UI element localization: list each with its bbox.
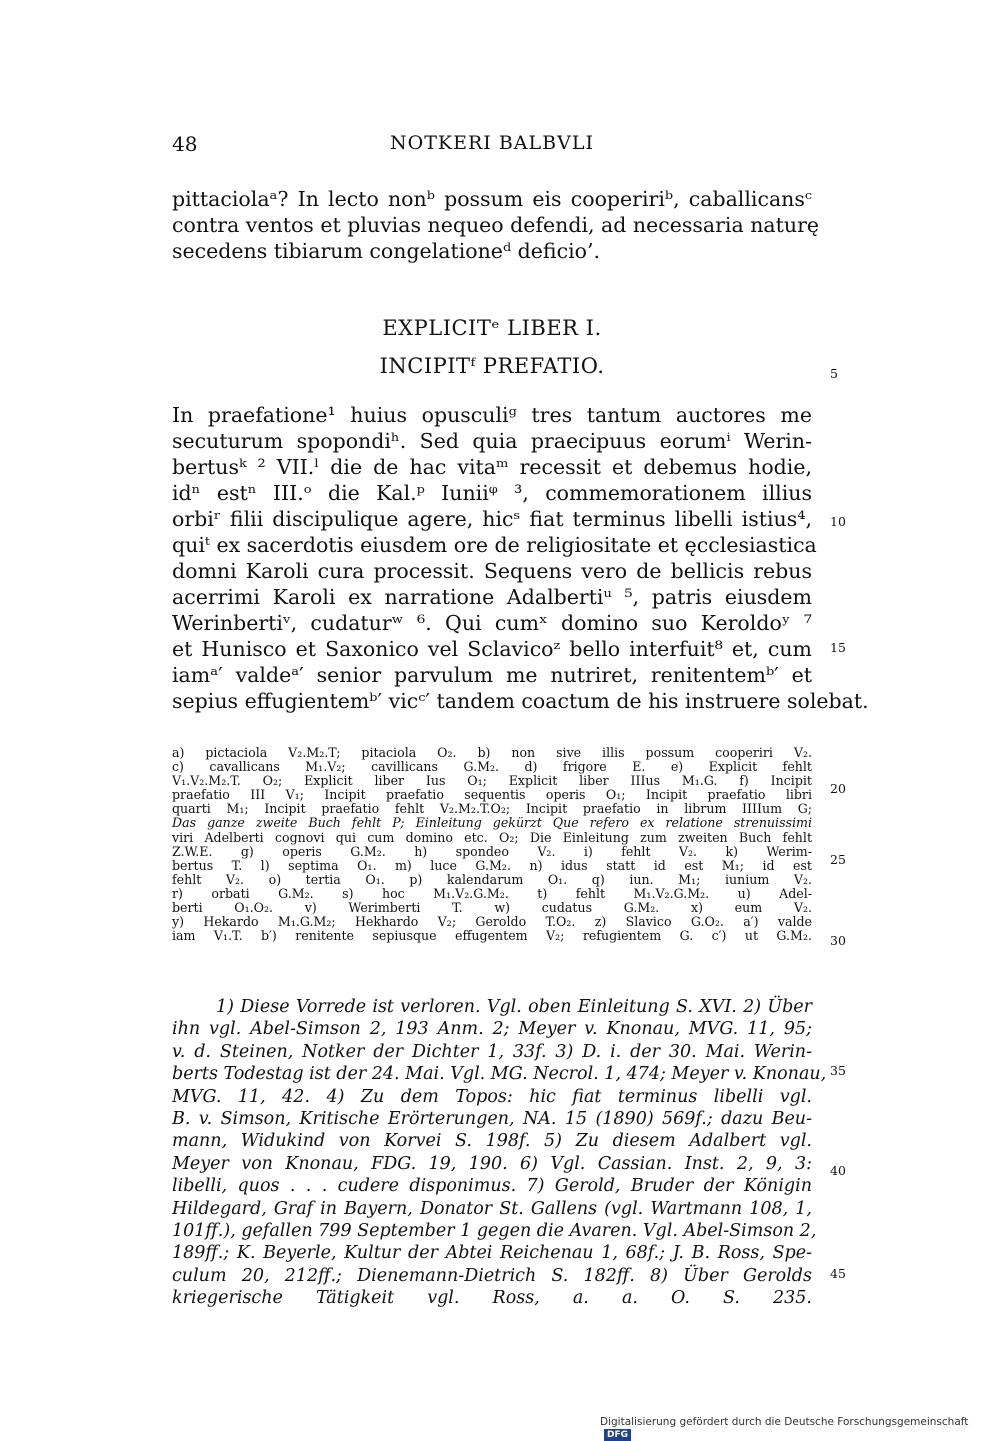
line-number: 45 — [830, 1266, 846, 1281]
heading-incipit: INCIPITᶠ PREFATIO. — [379, 354, 605, 378]
apparatus-line: Z.W.E. g) operis G.M₂. h) spondeo V₂. i) fehlt V₂. k) Werim- — [172, 843, 812, 859]
heading-explicit: EXPLICITᵉ LIBER I. — [382, 316, 602, 340]
line-number: 10 — [830, 514, 846, 529]
apparatus-line: V₁.V₂.M₂.T. O₂; Explicit liber Ius O₁; Explicit liber IIIus M₁.G. f) Incipit — [172, 773, 812, 789]
footnote-line: culum 20, 212ff.; Dienemann-Dietrich S. 182ff. 8) Über Gerolds — [172, 1265, 812, 1286]
footnote-line: v. d. Steinen, Notker der Dichter 1, 33f. 3) D. i. der 30. Mai. Werin- — [172, 1041, 812, 1062]
text-line: iamᵃ′ valdeᵃ′ senior parvulum me nutriret, renitentemᵇ′ et — [172, 663, 812, 687]
text-line: secedens tibiarum congelationeᵈ deficio’. — [172, 239, 600, 263]
credit-text: Digitalisierung gefördert durch die Deutsche Forschungsgemeinschaft — [600, 1416, 969, 1428]
critical-apparatus — [172, 746, 812, 943]
footnote-line: ihn vgl. Abel-Simson 2, 193 Anm. 2; Meyer v. Knonau, MVG. 11, 95; — [172, 1019, 812, 1040]
apparatus-line: bertus T. l) septima O₁. m) luce G.M₂. n) idus statt id est M₁; id est — [172, 857, 812, 873]
text-line: et Hunisco et Saxonico vel Sclavicoᶻ bello interfuit⁸ et, cum — [172, 637, 812, 661]
text-line: sepius effugientemᵇ′ vicᶜ′ tandem coactum de his instruere solebat. — [172, 689, 869, 713]
digitization-credit — [600, 1416, 1000, 1441]
text-line: quiᵗ ex sacerdotis eiusdem ore de religiositate et ęcclesiastica — [172, 533, 817, 557]
footnote-line: 1) Diese Vorrede ist verloren. Vgl. oben Einleitung S. XVI. 2) Über — [216, 997, 812, 1017]
text-line: Werinbertiᵛ, cudaturʷ ⁶. Qui cumˣ domino suo Keroldoʸ ⁷ — [172, 611, 812, 635]
apparatus-line: berti O₁.O₂. v) Werimberti T. w) cudatus G.M₂. x) eum V₂. — [172, 900, 812, 916]
text-line: orbiʳ filii discipulique agere, hicˢ fiat terminus libelli istius⁴, — [172, 507, 812, 531]
footnote-line: Hildegard, Graf in Bayern, Donator St. Gallens (vgl. Wartmann 108, 1, — [172, 1198, 812, 1219]
apparatus-line: viri Adelberti cognovi qui cum domino etc. O₂; Die Einleitung zum zweiten Buch fehlt — [172, 829, 812, 845]
running-title: NOTKERI BALBVLI — [390, 132, 594, 154]
footnote-line: libelli, quos . . . cudere disponimus. 7) Gerold, Bruder der Königin — [172, 1176, 812, 1197]
footnote-line: MVG. 11, 42. 4) Zu dem Topos: hic fiat terminus libelli vgl. — [172, 1086, 812, 1107]
apparatus-line: quarti M₁; Incipit praefatio fehlt V₂.M₂.T.O₂; Incipit praefatio in librum IIIIum G; — [172, 801, 812, 817]
text-line: acerrimi Karoli ex narratione Adalbertiᵘ ⁵, patris eiusdem — [172, 585, 812, 609]
page-number: 48 — [172, 132, 198, 156]
apparatus-line: y) Hekardo M₁.G.M₂; Hekhardo V₂; Geroldo T.O₂. z) Slavico G.O₂. a′) valde — [172, 914, 812, 930]
apparatus-line: iam V₁.T. b′) renitente sepiusque effugentem V₂; refugientem G. c′) ut G.M₂. — [172, 928, 812, 944]
footnotes — [172, 996, 827, 1310]
footnote-line: B. v. Simson, Kritische Erörterungen, NA. 15 (1890) 569f.; dazu Beu- — [172, 1109, 812, 1130]
line-number: 20 — [830, 781, 846, 796]
line-number: 30 — [830, 933, 846, 948]
text-line: pittaciolaᵃ? In lecto nonᵇ possum eis coopeririᵇ, caballicansᶜ — [172, 187, 812, 211]
line-number: 25 — [830, 852, 846, 867]
dfg-logo: DFG — [604, 1429, 631, 1441]
footnote-line: berts Todestag ist der 24. Mai. Vgl. MG. Necrol. 1, 474; Meyer v. Knonau, — [172, 1064, 827, 1085]
apparatus-line: fehlt V₂. o) tertia O₁. p) kalendarum O₁. q) iun. M₁; iunium V₂. — [172, 871, 812, 887]
text-line: contra ventos et pluvias nequeo defendi, ad necessaria naturę — [172, 213, 820, 237]
apparatus-line: a) pictaciola V₂.M₂.T; pitaciola O₂. b) non sive illis possum cooperiri V₂. — [172, 745, 812, 760]
footnote-line: Meyer von Knonau, FDG. 19, 190. 6) Vgl. Cassian. Inst. 2, 9, 3: — [172, 1153, 812, 1174]
text-line: In praefatione¹ huius opusculiᵍ tres tantum auctores me — [172, 403, 812, 427]
text-line: bertusᵏ ² VII.ˡ die de hac vitaᵐ recessit et debemus hodie, — [172, 455, 812, 479]
footnote-line: kriegerische Tätigkeit vgl. Ross, a. a. O. S. 235. — [172, 1288, 812, 1309]
apparatus-line: c) cavallicans M₁.V₂; cavillicans G.M₂. d) frigore E. e) Explicit fehlt — [172, 759, 812, 775]
line-number: 15 — [830, 640, 846, 655]
footnote-line: 189ff.; K. Beyerle, Kultur der Abtei Reichenau 1, 68f.; J. B. Ross, Spe- — [172, 1243, 812, 1264]
text-line: secuturum spopondiʰ. Sed quia praecipuus eorumⁱ Werin- — [172, 429, 812, 453]
line-number: 35 — [830, 1063, 846, 1078]
text-line: idⁿ estⁿ III.ᵒ die Kal.ᵖ Iuniiᵠ ³, commemorationem illius — [172, 481, 812, 505]
running-head — [172, 132, 812, 162]
top-paragraph — [172, 186, 820, 264]
text-line: domni Karoli cura processit. Sequens vero de bellicis rebus — [172, 559, 812, 583]
line-number: 40 — [830, 1163, 846, 1178]
footnote-line: mann, Widukind von Korvei S. 198f. 5) Zu diesem Adalbert vgl. — [172, 1131, 812, 1152]
footnote-line: 101ff.), gefallen 799 September 1 gegen die Avaren. Vgl. Abel-Simson 2, — [172, 1221, 817, 1242]
line-number: 5 — [830, 366, 838, 381]
apparatus-line: r) orbati G.M₂. s) hoc M₁.V₂.G.M₂. t) fehlt M₁.V₂.G.M₂. u) Adel- — [172, 885, 812, 901]
apparatus-line: Das ganze zweite Buch fehlt P; Einleitung gekürzt Que refero ex relatione strenuissimi — [172, 815, 812, 831]
apparatus-line: praefatio III V₁; Incipit praefatio sequentis operis O₁; Incipit praefatio libri — [172, 787, 812, 803]
